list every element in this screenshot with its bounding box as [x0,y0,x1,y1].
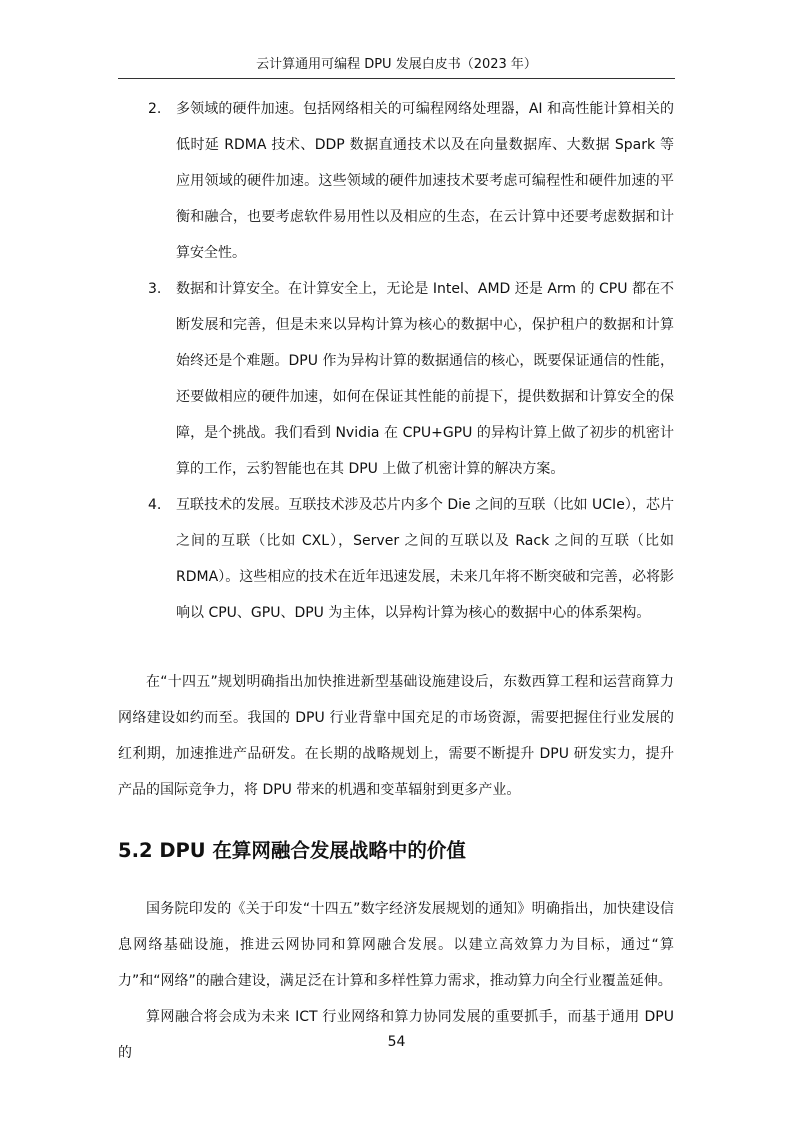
list-item-text: 多领域的硬件加速。包括网络相关的可编程网络处理器，AI 和高性能计算相关的低时延 RDMA 技术、DDP 数据直通技术以及在向量数据库、大数据 Spark 等应用领域的硬件加速。这些领域的硬件加速技术要考虑可编程性和硬件加速的平衡和融合，也要考虑软件易用性以及相应的生态，在云计算中还要考虑数据和计算安全性。 [176,101,674,261]
list-item-number: 4. [148,497,162,513]
page-content [118,91,674,1071]
list-item-number: 2. [148,101,162,117]
list-item-number: 3. [148,281,162,297]
list-item [118,271,674,487]
page-number: 54 [387,1034,406,1050]
section-heading: 5.2 DPU 在算网融合发展战略中的价值 [118,839,466,862]
list-item [118,487,674,631]
body-paragraph: 算网融合将会成为未来 ICT 行业网络和算力协同发展的重要抓手，而基于通用 DPU 的 [118,1009,674,1061]
numbered-list [118,91,674,631]
body-paragraph: 国务院印发的《关于印发“十四五”数字经济发展规划的通知》明确指出，加快建设信息网络基础设施，推进云网协同和算网融合发展。以建立高效算力为目标，通过“算力”和“网络”的融合建设，满足泛在计算和多样性算力需求，推动算力向全行业覆盖延伸。 [118,901,674,989]
body-paragraph: 在“十四五”规划明确指出加快推进新型基础设施建设后，东数西算工程和运营商算力网络建设如约而至。我国的 DPU 行业背靠中国充足的市场资源，需要把握住行业发展的红利期，加速推进产品研发。在长期的战略规划上，需要不断提升 DPU 研发实力，提升产品的国际竞争力，将 DPU 带来的机遇和变革辐射到更多产业。 [118,674,674,798]
header-title: 云计算通用可编程 DPU 发展白皮书（2023 年） [256,57,537,72]
list-item-text: 数据和计算安全。在计算安全上，无论是 Intel、AMD 还是 Arm 的 CPU 都在不断发展和完善，但是未来以异构计算为核心的数据中心，保护租户的数据和计算始终还是个难题。DPU 作为异构计算的数据通信的核心，既要保证通信的性能，还要做相应的硬件加速，如何在保证其性能的前提下，提供数据和计算安全的保障，是个挑战。我们看到 Nvidia 在 CPU+GPU 的异构计算上做了初步的机密计算的工作，云豹智能也在其 DPU 上做了机密计算的解决方案。 [176,281,674,477]
page-header [118,54,675,79]
list-item [118,91,674,271]
list-item-text: 互联技术的发展。互联技术涉及芯片内多个 Die 之间的互联（比如 UCIe），芯片之间的互联（比如 CXL），Server 之间的互联以及 Rack 之间的互联（比如 RDMA）。这些相应的技术在近年迅速发展，未来几年将不断突破和完善，必将影响以 CPU、GPU、DPU 为主体，以异构计算为核心的数据中心的体系架构。 [176,497,674,621]
